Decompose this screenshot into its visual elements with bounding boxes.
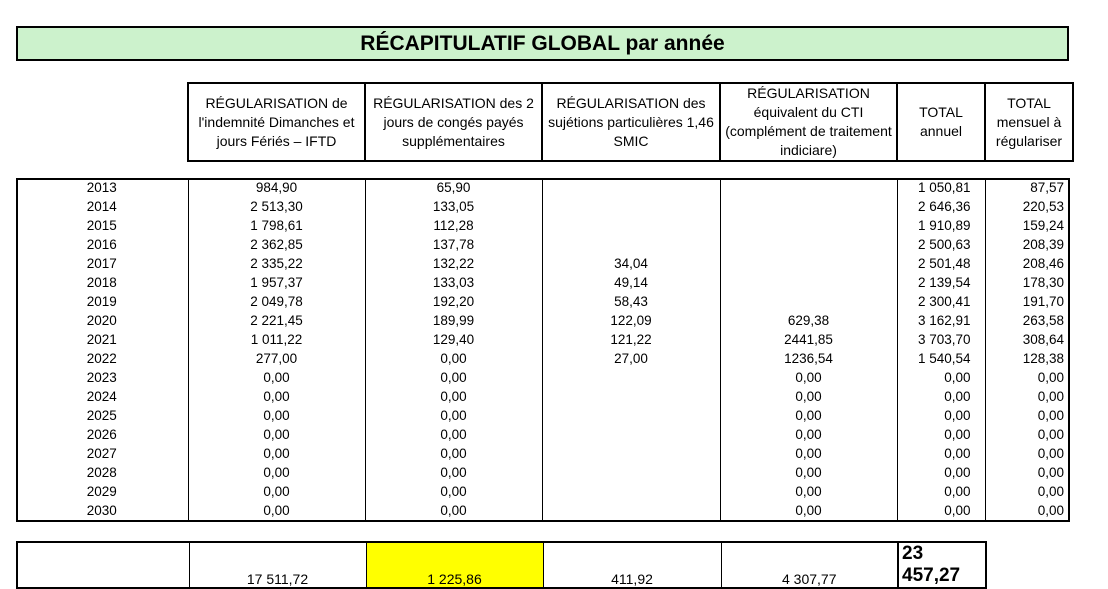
- grand-total: 23 457,27: [898, 542, 986, 588]
- cell-cti: [720, 197, 897, 216]
- cell-total-mensuel: 0,00: [1037, 388, 1064, 404]
- cell-conges: 0,00: [365, 387, 542, 406]
- cell-sujetions: 49,14: [542, 273, 720, 292]
- table-row: [16, 406, 1070, 425]
- cell-sujetions: [542, 482, 720, 501]
- cell-total-mensuel: 208,39: [1022, 236, 1064, 252]
- cell-conges: 189,99: [365, 311, 542, 330]
- cell-iftd: 2 221,45: [188, 311, 365, 330]
- cell-iftd: 0,00: [188, 387, 365, 406]
- table-row: [16, 482, 1070, 501]
- cell-total-mensuel: 0,00: [1037, 445, 1064, 461]
- cell-conges: 132,22: [365, 254, 542, 273]
- header-total-annuel: TOTAL annuel: [897, 83, 985, 161]
- cell-total-annuel: 0,00: [897, 387, 985, 406]
- header-table: [187, 82, 1074, 162]
- table-row: [16, 311, 1070, 330]
- cell-total-mensuel: 220,53: [1022, 198, 1064, 214]
- cell-total-mensuel: 191,70: [1022, 293, 1064, 309]
- cell-sujetions: 122,09: [542, 311, 720, 330]
- cell-total-mensuel: 0,00: [1037, 483, 1064, 499]
- cell-year: 2028: [16, 463, 188, 482]
- cell-sujetions: 58,43: [542, 292, 720, 311]
- total-cti: 4 307,77: [721, 542, 898, 588]
- cell-total-annuel: 3 703,70: [897, 330, 985, 349]
- table-row: [16, 273, 1070, 292]
- cell-conges: 0,00: [365, 463, 542, 482]
- cell-conges: 0,00: [365, 425, 542, 444]
- cell-conges: 0,00: [365, 406, 542, 425]
- cell-cti: 0,00: [720, 482, 897, 501]
- cell-cti: 629,38: [720, 311, 897, 330]
- cell-year: 2014: [16, 197, 188, 216]
- cell-cti: [720, 216, 897, 235]
- cell-year: 2024: [16, 387, 188, 406]
- cell-total-annuel: 0,00: [897, 444, 985, 463]
- cell-iftd: 1 798,61: [188, 216, 365, 235]
- cell-total-mensuel: 159,24: [1022, 217, 1064, 233]
- cell-conges: 0,00: [365, 501, 542, 520]
- cell-conges: 0,00: [365, 349, 542, 368]
- cell-sujetions: [542, 501, 720, 520]
- cell-conges: 133,03: [365, 273, 542, 292]
- cell-conges: 133,05: [365, 197, 542, 216]
- cell-iftd: 0,00: [188, 425, 365, 444]
- cell-iftd: 0,00: [188, 482, 365, 501]
- table-row: [16, 387, 1070, 406]
- cell-iftd: 0,00: [188, 463, 365, 482]
- cell-iftd: 2 362,85: [188, 235, 365, 254]
- cell-total-mensuel: 308,64: [1022, 331, 1064, 347]
- totals-table: [16, 541, 987, 589]
- cell-conges: 112,28: [365, 216, 542, 235]
- cell-total-annuel: 2 139,54: [897, 273, 985, 292]
- cell-iftd: 2 513,30: [188, 197, 365, 216]
- header-conges: RÉGULARISATION des 2 jours de congés payés supplémentaires: [365, 83, 542, 161]
- cell-total-annuel: 1 540,54: [897, 349, 985, 368]
- cell-conges: 137,78: [365, 235, 542, 254]
- cell-year: 2021: [16, 330, 188, 349]
- header-iftd: RÉGULARISATION de l'indemnité Dimanches et jours Fériés – IFTD: [188, 83, 365, 161]
- header-sujetions: RÉGULARISATION des sujétions particulières 1,46 SMIC: [542, 83, 720, 161]
- cell-total-annuel: 0,00: [897, 406, 985, 425]
- cell-total-mensuel: 208,46: [1022, 255, 1064, 271]
- cell-sujetions: 121,22: [542, 330, 720, 349]
- table-row: [16, 330, 1070, 349]
- cell-year: 2020: [16, 311, 188, 330]
- cell-conges: 129,40: [365, 330, 542, 349]
- cell-total-annuel: 0,00: [897, 425, 985, 444]
- table-row: [16, 368, 1070, 387]
- cell-cti: 0,00: [720, 501, 897, 520]
- cell-sujetions: [542, 178, 720, 197]
- cell-year: 2030: [16, 501, 188, 520]
- cell-year: 2013: [16, 178, 188, 197]
- totals-empty-cell: [17, 542, 189, 588]
- cell-year: 2018: [16, 273, 188, 292]
- cell-total-annuel: 2 501,48: [897, 254, 985, 273]
- table-row: [16, 216, 1070, 235]
- cell-conges: 0,00: [365, 368, 542, 387]
- cell-total-annuel: 0,00: [897, 368, 985, 387]
- cell-total-annuel: 0,00: [897, 482, 985, 501]
- cell-year: 2015: [16, 216, 188, 235]
- cell-iftd: 0,00: [188, 501, 365, 520]
- cell-sujetions: [542, 368, 720, 387]
- header-total-mensuel: TOTAL mensuel à régulariser: [985, 83, 1073, 161]
- cell-sujetions: 27,00: [542, 349, 720, 368]
- cell-iftd: 0,00: [188, 368, 365, 387]
- total-conges: 1 225,86: [366, 542, 543, 588]
- cell-iftd: 0,00: [188, 444, 365, 463]
- table-row: [16, 235, 1070, 254]
- cell-year: 2016: [16, 235, 188, 254]
- cell-iftd: 1 957,37: [188, 273, 365, 292]
- page-title: RÉCAPITULATIF GLOBAL par année: [16, 26, 1069, 61]
- cell-sujetions: [542, 425, 720, 444]
- cell-sujetions: [542, 197, 720, 216]
- cell-sujetions: [542, 444, 720, 463]
- cell-total-annuel: 2 646,36: [897, 197, 985, 216]
- cell-cti: 0,00: [720, 444, 897, 463]
- cell-total-annuel: 2 500,63: [897, 235, 985, 254]
- cell-cti: [720, 178, 897, 197]
- cell-total-mensuel: 0,00: [1037, 407, 1064, 423]
- cell-year: 2027: [16, 444, 188, 463]
- cell-sujetions: [542, 216, 720, 235]
- table-row: [16, 501, 1070, 520]
- data-table: [16, 178, 1070, 520]
- cell-cti: 0,00: [720, 368, 897, 387]
- cell-year: 2026: [16, 425, 188, 444]
- cell-cti: 0,00: [720, 387, 897, 406]
- total-iftd: 17 511,72: [189, 542, 366, 588]
- table-row: [16, 444, 1070, 463]
- cell-total-mensuel: 178,30: [1022, 274, 1064, 290]
- header-cti: RÉGULARISATION équivalent du CTI (complément de traitement indiciare): [720, 83, 897, 161]
- table-row: [16, 349, 1070, 368]
- cell-total-mensuel: 0,00: [1037, 502, 1064, 518]
- cell-year: 2025: [16, 406, 188, 425]
- cell-total-annuel: 3 162,91: [897, 311, 985, 330]
- table-row: [16, 425, 1070, 444]
- cell-total-mensuel: 0,00: [1037, 426, 1064, 442]
- cell-cti: [720, 273, 897, 292]
- total-sujetions: 411,92: [543, 542, 721, 588]
- cell-iftd: 984,90: [188, 178, 365, 197]
- table-row: [16, 292, 1070, 311]
- cell-total-mensuel: 87,57: [1030, 179, 1064, 195]
- cell-cti: 0,00: [720, 425, 897, 444]
- cell-year: 2019: [16, 292, 188, 311]
- cell-total-mensuel: 0,00: [1037, 369, 1064, 385]
- cell-year: 2017: [16, 254, 188, 273]
- table-row: [16, 463, 1070, 482]
- cell-sujetions: [542, 235, 720, 254]
- cell-total-mensuel: 0,00: [1037, 464, 1064, 480]
- cell-conges: 192,20: [365, 292, 542, 311]
- cell-conges: 0,00: [365, 444, 542, 463]
- cell-conges: 65,90: [365, 178, 542, 197]
- table-row: [16, 197, 1070, 216]
- cell-iftd: 2 049,78: [188, 292, 365, 311]
- cell-iftd: 1 011,22: [188, 330, 365, 349]
- cell-year: 2023: [16, 368, 188, 387]
- cell-cti: [720, 292, 897, 311]
- cell-sujetions: [542, 463, 720, 482]
- cell-cti: [720, 254, 897, 273]
- table-row: [16, 178, 1070, 197]
- cell-cti: 1236,54: [720, 349, 897, 368]
- cell-year: 2029: [16, 482, 188, 501]
- cell-total-annuel: 0,00: [897, 501, 985, 520]
- cell-cti: 0,00: [720, 463, 897, 482]
- cell-iftd: 2 335,22: [188, 254, 365, 273]
- cell-sujetions: [542, 387, 720, 406]
- cell-year: 2022: [16, 349, 188, 368]
- cell-conges: 0,00: [365, 482, 542, 501]
- cell-sujetions: 34,04: [542, 254, 720, 273]
- cell-total-mensuel: 263,58: [1022, 312, 1064, 328]
- table-row: [16, 254, 1070, 273]
- cell-total-annuel: 2 300,41: [897, 292, 985, 311]
- cell-cti: 2441,85: [720, 330, 897, 349]
- cell-total-mensuel: 128,38: [1022, 350, 1064, 366]
- cell-sujetions: [542, 406, 720, 425]
- cell-cti: 0,00: [720, 406, 897, 425]
- cell-cti: [720, 235, 897, 254]
- cell-total-annuel: 1 910,89: [897, 216, 985, 235]
- cell-iftd: 277,00: [188, 349, 365, 368]
- cell-total-annuel: 1 050,81: [897, 178, 985, 197]
- cell-iftd: 0,00: [188, 406, 365, 425]
- cell-total-annuel: 0,00: [897, 463, 985, 482]
